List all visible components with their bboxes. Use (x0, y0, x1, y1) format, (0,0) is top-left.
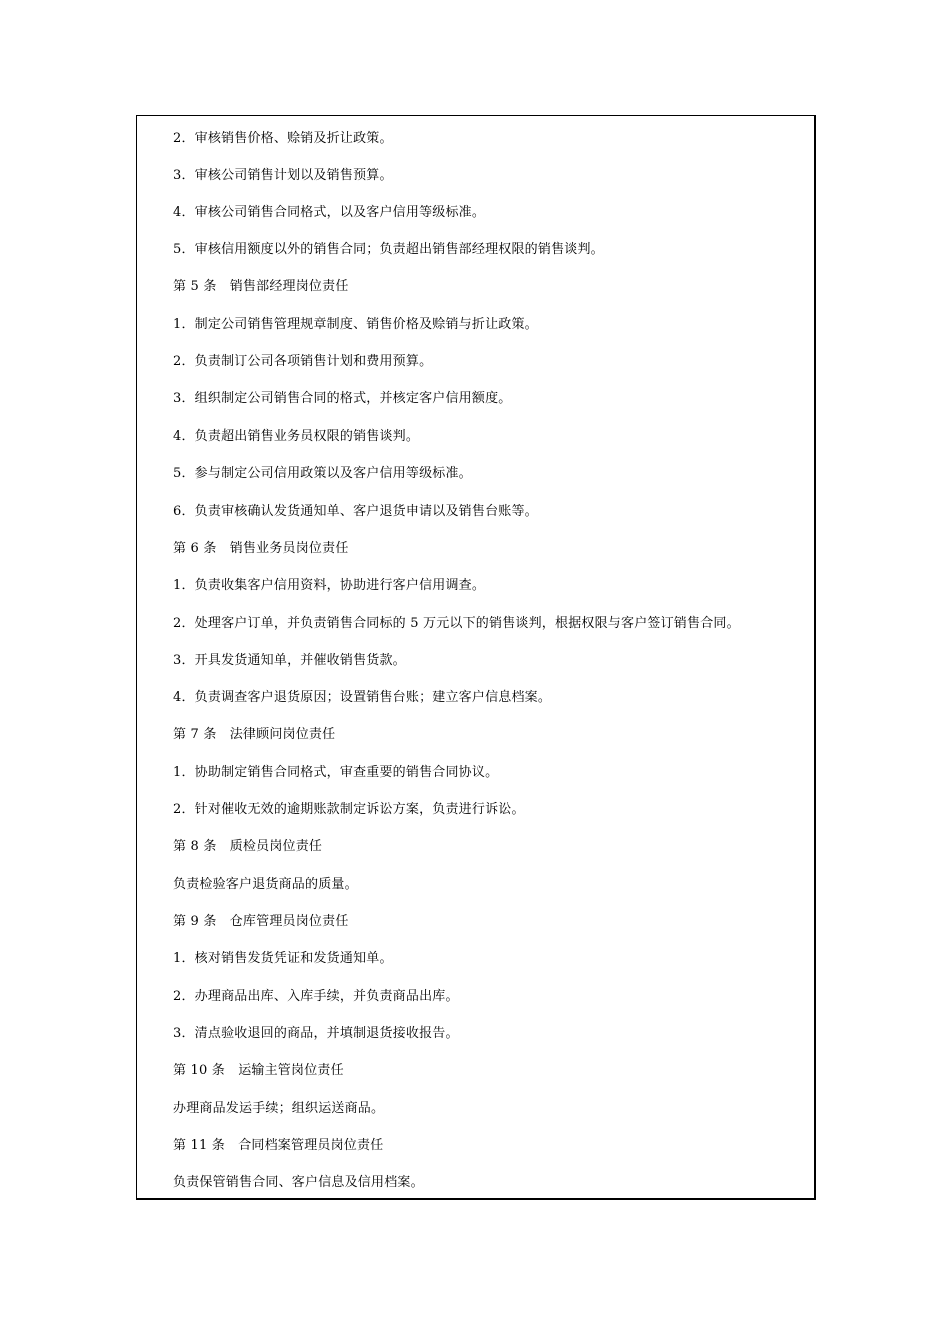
text-line: 5．审核信用额度以外的销售合同；负责超出销售部经理权限的销售谈判。 (173, 242, 604, 257)
article-heading: 第 5 条 销售部经理岗位责任 (173, 279, 349, 294)
text-line: 1．制定公司销售管理规章制度、销售价格及赊销与折让政策。 (173, 317, 538, 332)
text-line: 4．负责超出销售业务员权限的销售谈判。 (173, 429, 420, 444)
text-line: 2．针对催收无效的逾期账款制定诉讼方案，负责进行诉讼。 (173, 802, 525, 817)
text-line: 3．开具发货通知单，并催收销售货款。 (173, 653, 406, 668)
text-line: 3．组织制定公司销售合同的格式，并核定客户信用额度。 (173, 391, 512, 406)
text-line: 2．处理客户订单，并负责销售合同标的 5 万元以下的销售谈判，根据权限与客户签订销售合同。 (173, 616, 740, 631)
text-line: 负责检验客户退货商品的质量。 (173, 877, 358, 892)
text-line: 2．审核销售价格、赊销及折让政策。 (173, 131, 393, 146)
text-line: 4．负责调查客户退货原因；设置销售台账；建立客户信息档案。 (173, 690, 552, 705)
text-line: 办理商品发运手续；组织运送商品。 (173, 1101, 385, 1116)
article-heading: 第 9 条 仓库管理员岗位责任 (173, 914, 349, 929)
text-line: 2．负责制订公司各项销售计划和费用预算。 (173, 354, 433, 369)
text-line: 3．审核公司销售计划以及销售预算。 (173, 168, 393, 183)
article-heading: 第 8 条 质检员岗位责任 (173, 839, 323, 854)
article-heading: 第 10 条 运输主管岗位责任 (173, 1063, 344, 1078)
article-heading: 第 6 条 销售业务员岗位责任 (173, 541, 349, 556)
text-line: 1．负责收集客户信用资料，协助进行客户信用调查。 (173, 578, 486, 593)
text-line: 1．协助制定销售合同格式，审查重要的销售合同协议。 (173, 765, 499, 780)
text-line: 2．办理商品出库、入库手续，并负责商品出库。 (173, 989, 459, 1004)
text-line: 5．参与制定公司信用政策以及客户信用等级标准。 (173, 466, 472, 481)
text-line: 6．负责审核确认发货通知单、客户退货申请以及销售台账等。 (173, 504, 538, 519)
document-frame (136, 115, 816, 1200)
text-line: 负责保管销售合同、客户信息及信用档案。 (173, 1175, 424, 1190)
article-heading: 第 11 条 合同档案管理员岗位责任 (173, 1138, 384, 1153)
article-heading: 第 7 条 法律顾问岗位责任 (173, 727, 336, 742)
text-line: 1．核对销售发货凭证和发货通知单。 (173, 951, 393, 966)
text-line: 3．清点验收退回的商品，并填制退货接收报告。 (173, 1026, 459, 1041)
text-line: 4．审核公司销售合同格式，以及客户信用等级标准。 (173, 205, 486, 220)
